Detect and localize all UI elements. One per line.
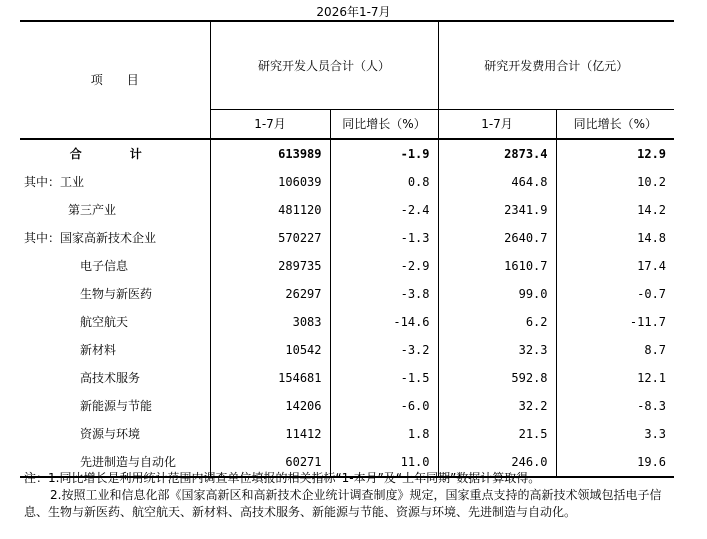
note-2: 2.按照工业和信息化部《国家高新区和高新技术企业统计调查制度》规定，国家重点支持的高新技术领域包括电子信息、生物与新医药、航空航天、新材料、高技术服务、新能源与节能、资源与环境、先进制造与自动化。	[24, 488, 662, 519]
rd-personnel-header: 研究开发人员合计（人）	[210, 21, 438, 110]
cell-expense-growth: 14.8	[556, 224, 674, 252]
cell-personnel: 613989	[210, 139, 330, 168]
cell-personnel: 481120	[210, 196, 330, 224]
cell-expense-growth: 14.2	[556, 196, 674, 224]
cell-personnel-growth: -2.4	[330, 196, 438, 224]
item-column-header: 项 目	[20, 21, 210, 139]
cell-personnel-growth: -14.6	[330, 308, 438, 336]
row-label: 资源与环境	[80, 427, 141, 441]
cell-expense-growth: 3.3	[556, 420, 674, 448]
table-row	[20, 420, 674, 448]
cell-expense-growth: 12.1	[556, 364, 674, 392]
table-row	[20, 252, 674, 280]
cell-expense: 99.0	[438, 280, 556, 308]
cell-expense: 32.2	[438, 392, 556, 420]
row-label: 第三产业	[68, 203, 117, 217]
table-row	[20, 224, 674, 252]
row-label: 高技术服务	[80, 371, 141, 385]
row-label: 其中：工业	[24, 175, 85, 189]
table-row	[20, 196, 674, 224]
cell-personnel: 14206	[210, 392, 330, 420]
cell-expense: 21.5	[438, 420, 556, 448]
table-row	[20, 168, 674, 196]
cell-expense-growth: -0.7	[556, 280, 674, 308]
cell-expense-growth: 19.6	[556, 448, 674, 477]
personnel-growth-header: 同比增长（%）	[330, 110, 438, 140]
cell-personnel: 11412	[210, 420, 330, 448]
note-1: 注：1.同比增长是利用统计范围内调查单位填报的相关指标“1-本月”及“上年同期”数据计算取得。	[24, 471, 541, 485]
table-row	[20, 392, 674, 420]
row-label: 新材料	[80, 343, 117, 357]
cell-expense: 6.2	[438, 308, 556, 336]
cell-expense-growth: 12.9	[556, 139, 674, 168]
cell-personnel: 10542	[210, 336, 330, 364]
row-label: 先进制造与自动化	[20, 448, 210, 477]
cell-expense: 2873.4	[438, 139, 556, 168]
table-row	[20, 336, 674, 364]
expense-period-header: 1-7月	[438, 110, 556, 140]
expense-growth-header: 同比增长（%）	[556, 110, 674, 140]
cell-personnel-growth: -2.9	[330, 252, 438, 280]
cell-personnel: 289735	[210, 252, 330, 280]
cell-personnel: 60271	[210, 448, 330, 477]
table-row	[20, 280, 674, 308]
cell-expense: 592.8	[438, 364, 556, 392]
cell-expense-growth: 10.2	[556, 168, 674, 196]
cell-personnel-growth: -3.2	[330, 336, 438, 364]
table-row	[20, 364, 674, 392]
rd-statistics-table	[20, 20, 674, 478]
cell-expense-growth: 8.7	[556, 336, 674, 364]
row-label: 新能源与节能	[80, 399, 153, 413]
rd-expense-header: 研究开发费用合计（亿元）	[438, 21, 674, 110]
cell-personnel-growth: -1.5	[330, 364, 438, 392]
cell-personnel: 154681	[210, 364, 330, 392]
cell-expense: 2341.9	[438, 196, 556, 224]
cell-personnel-growth: -6.0	[330, 392, 438, 420]
cell-expense: 2640.7	[438, 224, 556, 252]
cell-personnel-growth: 0.8	[330, 168, 438, 196]
cell-personnel-growth: -3.8	[330, 280, 438, 308]
cell-expense-growth: -8.3	[556, 392, 674, 420]
row-label: 其中：国家高新技术企业	[24, 231, 157, 245]
cell-personnel-growth: 11.0	[330, 448, 438, 477]
table-row-total	[20, 139, 674, 168]
cell-personnel-growth: 1.8	[330, 420, 438, 448]
cell-expense: 246.0	[438, 448, 556, 477]
cell-expense: 32.3	[438, 336, 556, 364]
cell-expense: 1610.7	[438, 252, 556, 280]
cell-personnel: 3083	[210, 308, 330, 336]
table-period: 2026年1-7月	[316, 5, 391, 19]
rd-statistics-table-container	[20, 20, 674, 478]
row-label: 生物与新医药	[80, 287, 153, 301]
cell-personnel-growth: -1.3	[330, 224, 438, 252]
cell-expense-growth: 17.4	[556, 252, 674, 280]
cell-personnel: 106039	[210, 168, 330, 196]
table-notes	[24, 470, 670, 521]
personnel-period-header: 1-7月	[210, 110, 330, 140]
cell-personnel: 26297	[210, 280, 330, 308]
cell-expense-growth: -11.7	[556, 308, 674, 336]
cell-personnel-growth: -1.9	[330, 139, 438, 168]
cell-expense: 464.8	[438, 168, 556, 196]
row-label: 合 计	[69, 147, 160, 161]
cell-personnel: 570227	[210, 224, 330, 252]
row-label: 电子信息	[80, 259, 129, 273]
row-label: 航空航天	[80, 315, 129, 329]
table-row	[20, 308, 674, 336]
